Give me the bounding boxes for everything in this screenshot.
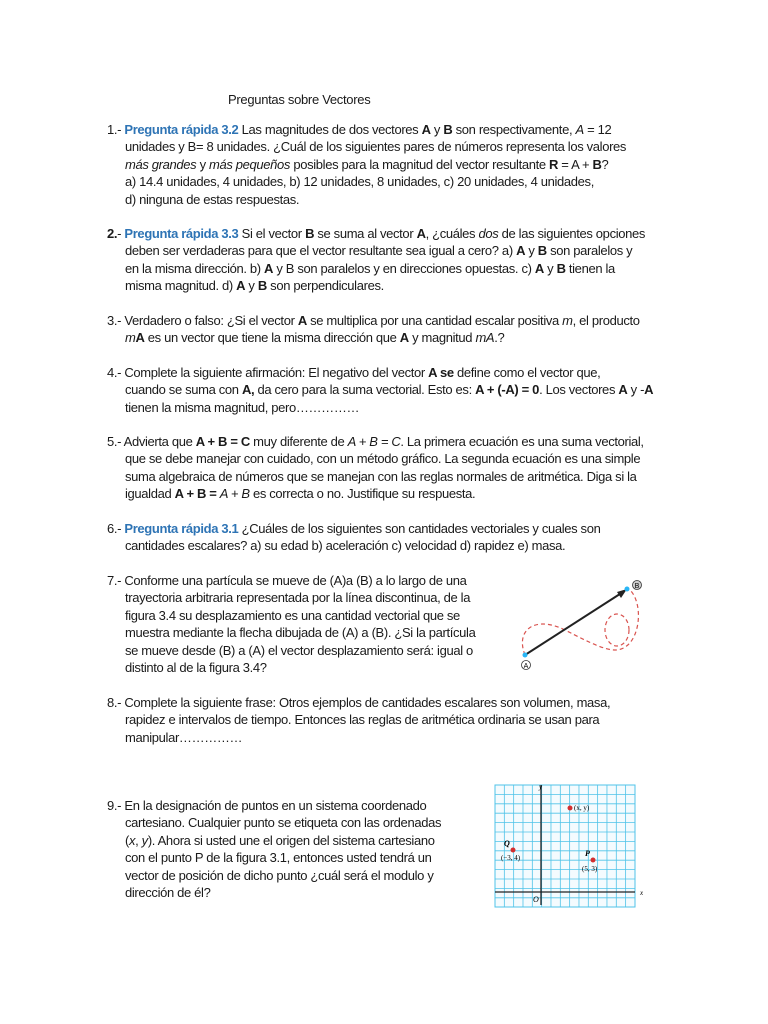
text-segment: 3.- Verdadero o falso: ¿Si el vector — [107, 313, 298, 328]
question-line — [107, 607, 475, 624]
text-segment: ). Ahora si usted une el origen del sistema cartesiano — [147, 832, 435, 848]
question-line — [107, 797, 441, 814]
text-segment: = 12 — [583, 122, 612, 137]
point-p-coords: (5, 3) — [582, 865, 598, 873]
text-segment: R — [549, 156, 559, 172]
text-segment: son paralelos y — [546, 243, 633, 259]
text-segment: B — [592, 156, 602, 172]
point-a — [523, 653, 528, 658]
point-p-label: P — [585, 849, 590, 858]
text-segment: . La primera ecuación es una suma vectorial, — [400, 434, 644, 449]
point-xy-label: (x, y) — [574, 804, 590, 812]
question-1 — [107, 121, 626, 208]
text-segment: deben ser verdaderas para que el vector resultante sea igual a cero? a) — [125, 243, 517, 259]
question-line — [107, 572, 475, 589]
text-segment: distinto al de la figura 3.4? — [125, 660, 267, 676]
text-segment: B — [537, 243, 547, 259]
text-segment: tienen la — [565, 260, 615, 276]
text-segment: más grandes — [125, 156, 197, 172]
text-segment: con el punto P de la figura 3.1, entonces usted tendrá un — [125, 850, 432, 866]
text-segment: suma algebraica de números que se manejan con las reglas normales de aritmética. Diga si la — [125, 468, 637, 484]
document-title: Preguntas sobre Vectores — [228, 92, 371, 107]
question-line — [107, 173, 626, 190]
question-line — [107, 156, 626, 173]
text-segment: es correcta o no. Justifique su respuesta. — [249, 486, 476, 502]
question-line — [107, 485, 644, 502]
text-segment: y — [430, 122, 444, 137]
point-b — [625, 587, 630, 592]
quick-question-ref: Pregunta rápida 3.3 — [124, 226, 239, 241]
question-line — [107, 381, 653, 398]
text-segment: unidades y B= 8 unidades. ¿Cuál de los siguientes pares de números representa los valores — [125, 139, 627, 155]
text-segment: en la misma dirección. b) — [125, 260, 265, 276]
grid-lines — [495, 785, 635, 907]
text-segment: define como el vector que, — [453, 365, 601, 380]
text-segment: 2. — [107, 226, 118, 241]
text-segment: cuando se suma con — [125, 382, 242, 398]
text-segment: A — [421, 122, 431, 137]
text-segment: trayectoria arbitraria representada por la línea discontinua, de la — [125, 590, 471, 606]
text-segment: son perpendiculares. — [266, 278, 384, 294]
text-segment: manipular…………… — [125, 729, 243, 745]
question-line — [107, 450, 644, 467]
text-segment: m — [562, 313, 573, 328]
text-segment: y — [525, 243, 538, 259]
text-segment: da cero para la suma vectorial. Esto es: — [254, 382, 476, 398]
text-segment: .? — [494, 330, 505, 346]
question-line — [107, 242, 645, 259]
text-segment: ¿Cuáles de los siguientes son cantidades vectoriales y cuales son — [238, 521, 601, 536]
text-segment: d) ninguna de estas respuestas. — [125, 191, 300, 207]
text-segment: y — [543, 260, 557, 276]
point-q-coords: (−3, 4) — [501, 854, 521, 862]
text-segment: Si el vector — [238, 226, 306, 241]
question-2 — [107, 225, 645, 295]
text-segment: tienen la misma magnitud, pero…………… — [125, 399, 360, 415]
text-segment: y - — [627, 382, 645, 398]
text-segment: y — [196, 156, 209, 172]
text-segment: dos — [478, 226, 499, 241]
text-segment: y — [141, 832, 148, 848]
text-segment: 6.- — [107, 521, 125, 536]
quick-question-ref: Pregunta rápida 3.1 — [124, 521, 239, 536]
question-line — [107, 711, 610, 728]
figure-3-4-displacement — [505, 575, 645, 670]
text-segment: ( — [125, 832, 129, 848]
text-segment: 9.- En la designación de puntos en un sistema coordenado — [107, 798, 427, 813]
text-segment: B — [556, 260, 566, 276]
question-line — [107, 884, 441, 901]
text-segment: figura 3.4 su desplazamiento es una cantidad vectorial que se — [125, 607, 460, 623]
text-segment: cartesiano. Cualquier punto se etiqueta con las ordenadas — [125, 815, 442, 831]
text-segment: B — [257, 278, 267, 294]
figure-3-1-cartesian-grid — [490, 780, 645, 912]
text-segment: y — [245, 278, 258, 294]
question-line — [107, 138, 626, 155]
text-segment: se suma al vector — [314, 226, 417, 241]
text-segment: Las magnitudes de dos vectores — [238, 122, 422, 137]
text-segment: muestra mediante la flecha dibujada de (A) a (B). ¿Si la partícula — [125, 625, 476, 641]
question-line — [107, 312, 640, 329]
text-segment: vector de posición de dicho punto ¿cuál será el modulo y — [125, 867, 434, 883]
question-line — [107, 364, 653, 381]
text-segment: A + B = — [174, 486, 217, 502]
text-segment: a) 14.4 unidades, 4 unidades, b) 12 unidades, 8 unidades, c) 20 unidades, 4 unidades, — [125, 174, 594, 190]
origin-label: O — [533, 895, 539, 904]
text-segment: 4.- Complete la siguiente afirmación: El negativo del vector — [107, 365, 429, 380]
text-segment: A + B = C — [347, 434, 401, 449]
text-segment: A + B — [219, 486, 250, 502]
text-segment: A — [416, 226, 426, 241]
question-line — [107, 624, 475, 641]
question-line — [107, 832, 441, 849]
text-segment: A — [135, 330, 145, 346]
question-4 — [107, 364, 653, 416]
question-5 — [107, 433, 644, 503]
text-segment: A — [644, 382, 654, 398]
text-segment: A — [534, 260, 544, 276]
text-segment: , — [135, 832, 142, 848]
text-segment: muy diferente de — [249, 434, 348, 449]
text-segment: mA — [475, 330, 495, 346]
question-line — [107, 694, 610, 711]
question-line — [107, 814, 441, 831]
text-segment: A — [575, 122, 584, 137]
question-line — [107, 659, 475, 676]
text-segment: rapidez e intervalos de tiempo. Entonces las reglas de aritmética ordinaria se usan para — [125, 712, 600, 728]
text-segment: igualdad — [125, 486, 175, 502]
displacement-arrow — [525, 592, 623, 655]
text-segment: 1.- — [107, 122, 125, 137]
text-segment: cantidades escalares? a) su edad b) aceleración c) velocidad d) rapidez e) masa. — [125, 538, 566, 554]
text-segment: y B son paralelos y en direcciones opuestas. c) — [273, 260, 535, 276]
y-axis-label: y — [539, 783, 543, 791]
text-segment: es un vector que tiene la misma dirección que — [144, 330, 400, 346]
x-axis-label: x — [640, 889, 644, 897]
text-segment: A + (-A) = 0 — [475, 382, 540, 398]
dashed-loop — [605, 614, 629, 646]
text-segment: A + B = C — [195, 434, 250, 449]
text-segment: 8.- Complete la siguiente frase: Otros ejemplos de cantidades escalares son volumen, masa, — [107, 695, 611, 710]
question-line — [107, 399, 653, 416]
question-line — [107, 642, 475, 659]
text-segment: B — [305, 226, 315, 241]
text-segment: = A + — [558, 156, 593, 172]
text-segment: 5.- Advierta que — [107, 434, 196, 449]
text-segment: A, — [241, 382, 255, 398]
label-a: A — [523, 663, 529, 670]
question-line — [107, 468, 644, 485]
question-line — [107, 589, 475, 606]
text-segment: 7.- Conforme una partícula se mueve de (A)a (B) a lo largo de una — [107, 573, 467, 588]
text-segment: , ¿cuáles — [425, 226, 479, 241]
question-line — [107, 191, 626, 208]
question-line — [107, 329, 640, 346]
text-segment: A — [297, 313, 307, 328]
question-line — [107, 433, 644, 450]
label-b: B — [634, 583, 640, 590]
text-segment: A — [618, 382, 628, 398]
point-q — [511, 848, 516, 853]
text-segment: A se — [428, 365, 454, 380]
quick-question-ref: Pregunta rápida 3.2 — [124, 122, 239, 137]
question-6 — [107, 520, 600, 555]
question-line — [107, 867, 441, 884]
question-line — [107, 849, 441, 866]
question-line — [107, 520, 600, 537]
text-segment: misma magnitud. d) — [125, 278, 237, 294]
text-segment: se multiplica por una cantidad escalar positiva — [306, 313, 563, 328]
question-9 — [107, 797, 441, 901]
text-segment: dirección de él? — [125, 885, 211, 901]
text-segment: son respectivamente, — [452, 122, 576, 137]
question-7 — [107, 572, 475, 676]
text-segment: . Los vectores — [539, 382, 619, 398]
text-segment: A — [399, 330, 409, 346]
question-line — [107, 260, 645, 277]
point-p — [591, 858, 596, 863]
text-segment: que se debe manejar con cuidado, con un método gráfico. La segunda ecuación es una simple — [125, 451, 641, 467]
question-line — [107, 277, 645, 294]
text-segment: A — [516, 243, 526, 259]
text-segment: se mueve desde (B) a (A) el vector desplazamiento será: igual o — [125, 642, 473, 658]
text-segment: más pequeños — [209, 156, 291, 172]
question-line — [107, 121, 626, 138]
point-xy — [568, 806, 573, 811]
text-segment: posibles para la magnitud del vector resultante — [290, 156, 549, 172]
question-3 — [107, 312, 640, 347]
text-segment: x — [128, 832, 136, 848]
text-segment: ? — [601, 156, 609, 172]
question-line — [107, 225, 645, 242]
text-segment: , el producto — [572, 313, 640, 328]
text-segment: B — [443, 122, 453, 137]
point-q-label: Q — [504, 839, 510, 848]
text-segment: A — [264, 260, 274, 276]
question-8 — [107, 694, 610, 746]
text-segment: de las siguientes opciones — [498, 226, 646, 241]
text-segment: A — [236, 278, 246, 294]
question-line — [107, 537, 600, 554]
text-segment: y magnitud — [408, 330, 476, 346]
text-segment: m — [125, 330, 136, 346]
question-line — [107, 729, 610, 746]
text-segment: - — [117, 226, 125, 241]
